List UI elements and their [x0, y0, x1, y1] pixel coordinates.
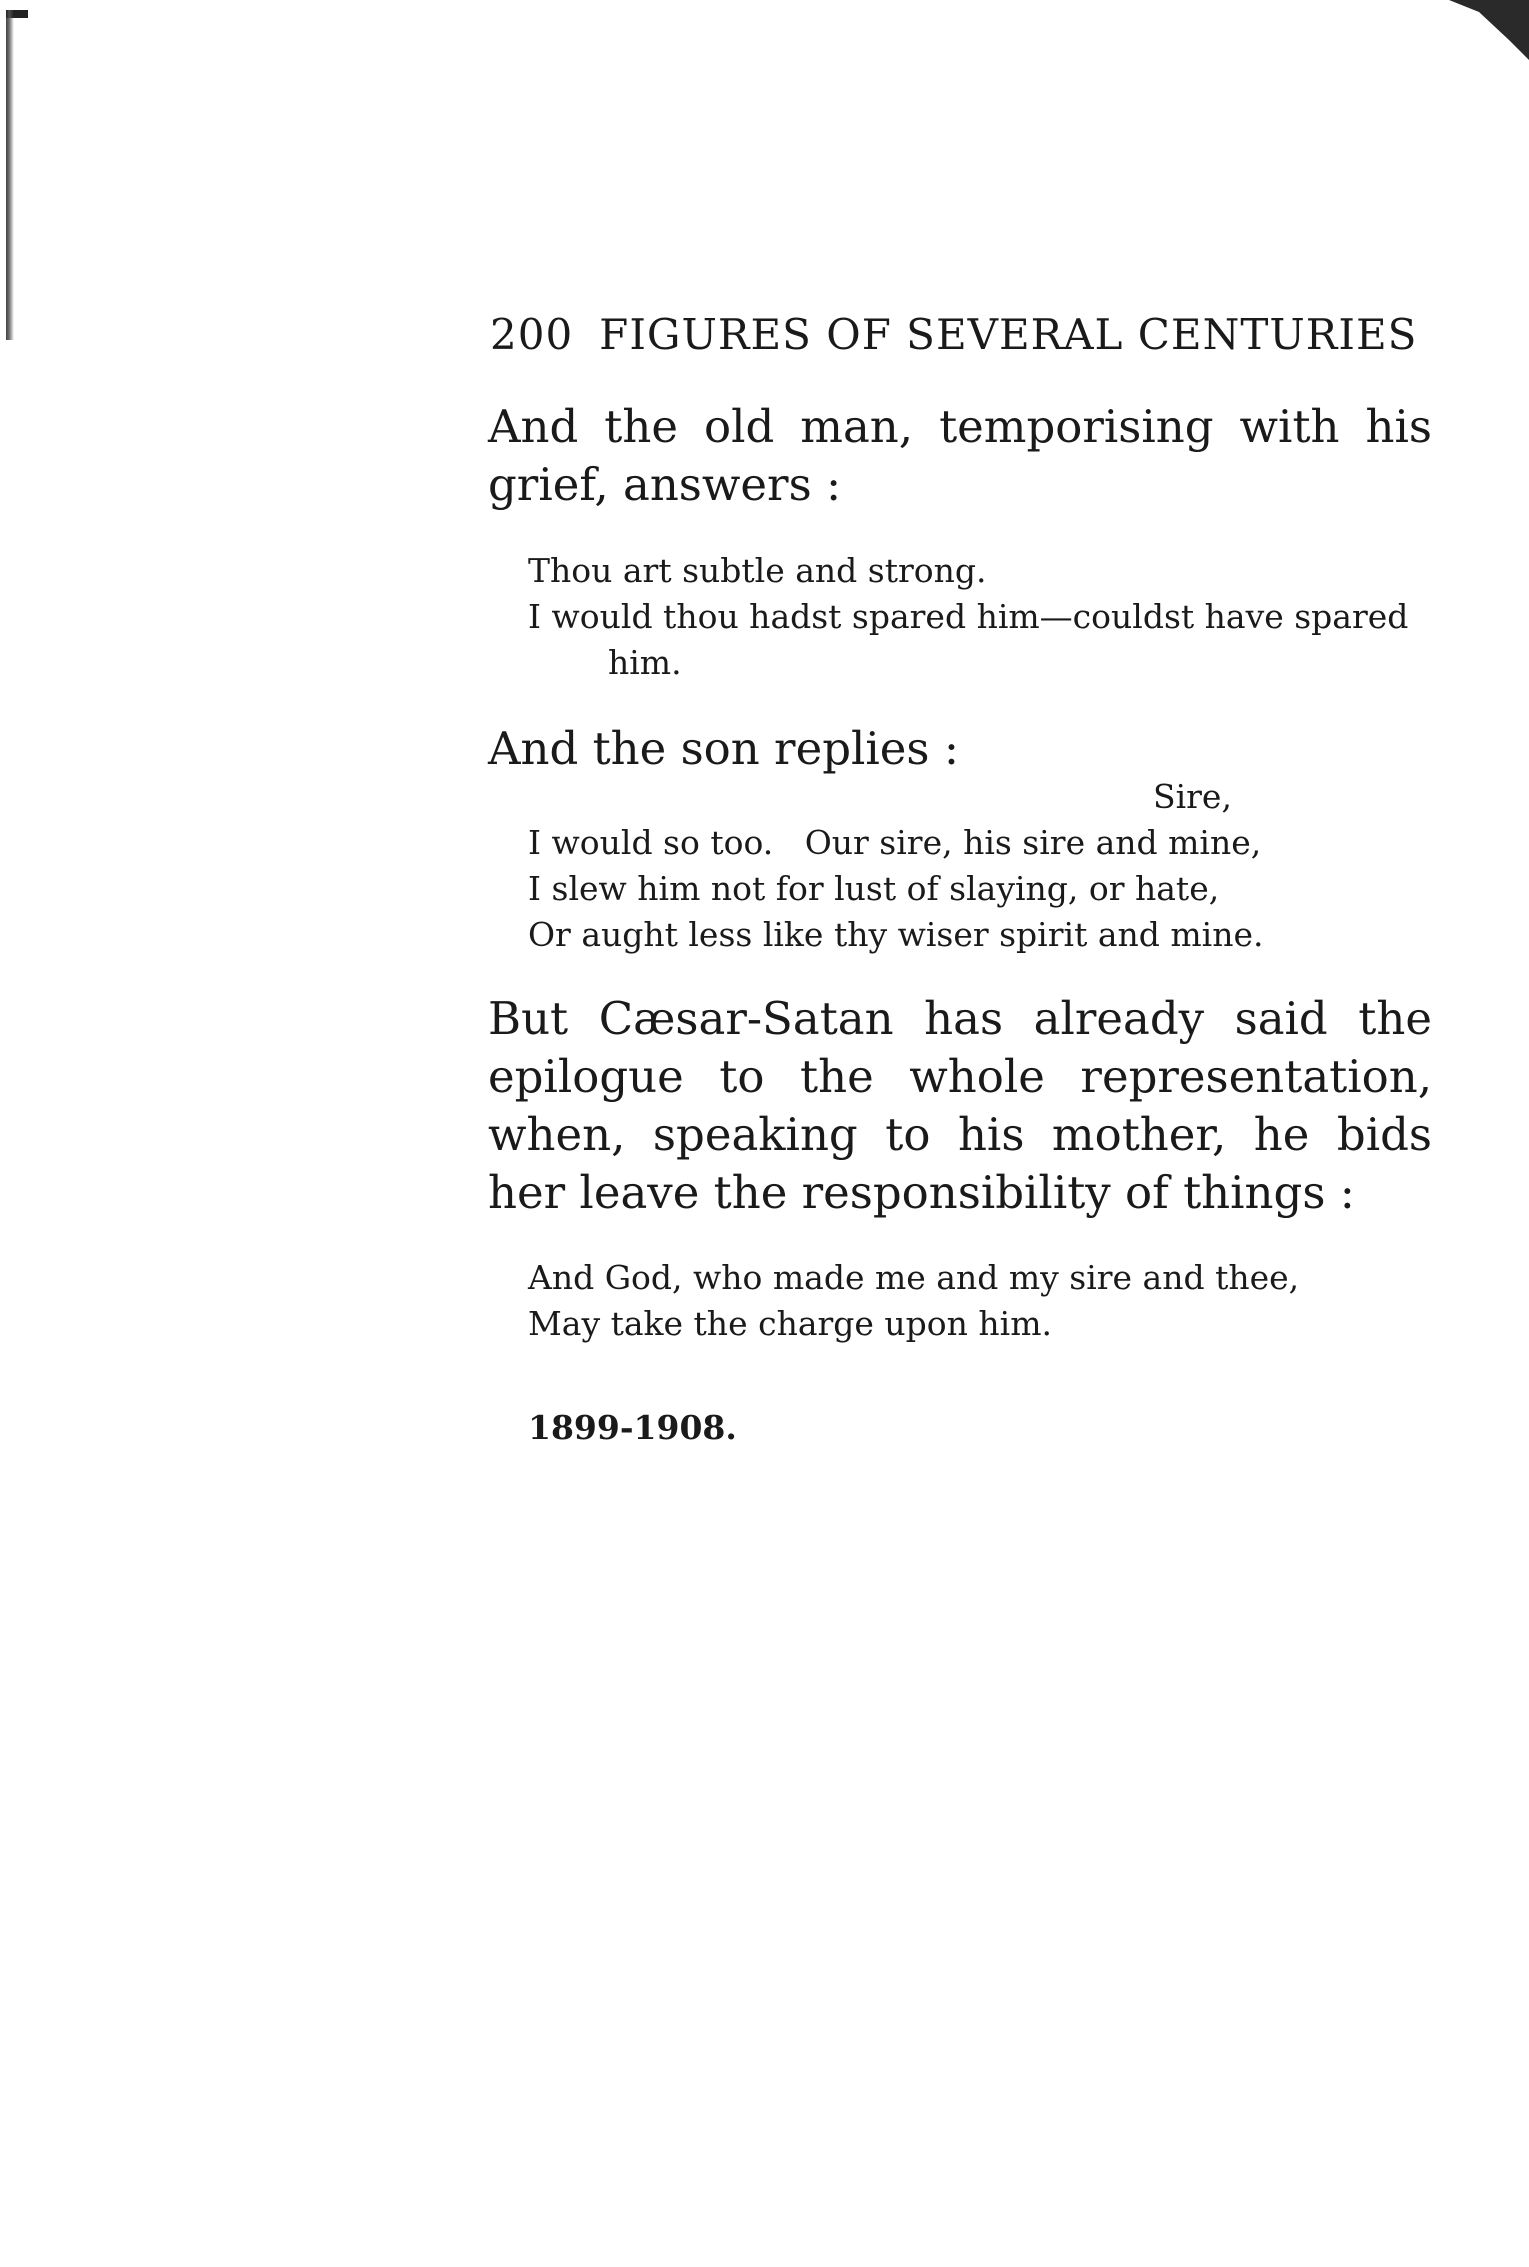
running-head: [490, 310, 1490, 359]
page-number: 200: [490, 310, 574, 359]
verse-line: Sire,: [1153, 777, 1232, 816]
verse-block-2: [528, 774, 1448, 958]
verse-line: Or aught less like thy wiser spirit and mine.: [528, 915, 1264, 954]
book-title: FIGURES OF SEVERAL CENTURIES: [599, 310, 1418, 359]
verse-line: And God, who made me and my sire and thee,: [528, 1258, 1300, 1297]
scan-corner-shadow: [1449, 0, 1529, 60]
verse-block-1: [528, 548, 1448, 686]
paragraph-2: And the son replies :: [488, 722, 959, 775]
verse-line: I would so too. Our sire, his sire and mine,: [528, 823, 1262, 862]
date-line: 1899-1908.: [528, 1408, 737, 1447]
paragraph-1: And the old man, temporising with his grief, answers :: [488, 400, 1432, 511]
verse-line: May take the charge upon him.: [528, 1304, 1052, 1343]
verse-block-3: [528, 1255, 1448, 1347]
scan-edge-shadow-left: [6, 10, 14, 340]
verse-line: Thou art subtle and strong.: [528, 551, 987, 590]
verse-line: him.: [608, 643, 682, 682]
verse-line: I slew him not for lust of slaying, or hate,: [528, 869, 1220, 908]
paragraph-3: But Cæsar-Satan has already said the epilogue to the whole representation, when, speaking to his mother, he bids her leave the responsibility of things :: [488, 992, 1432, 1219]
verse-line: I would thou hadst spared him—couldst have spared: [528, 597, 1409, 636]
